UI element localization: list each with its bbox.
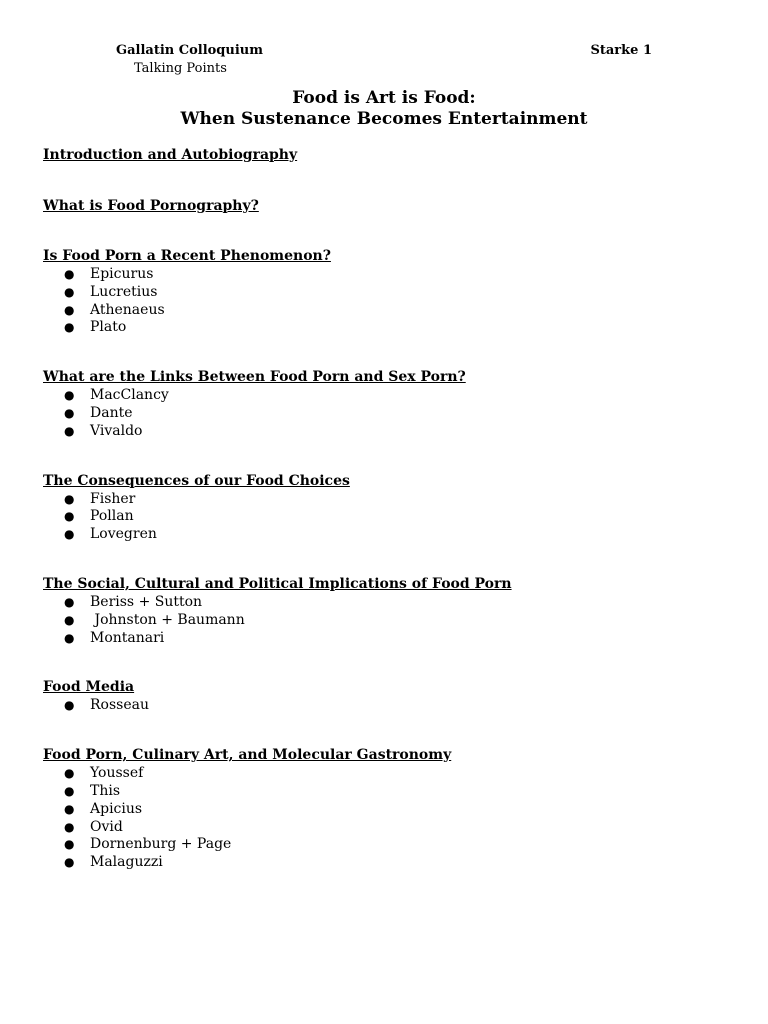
- list-item: ● Lucretius: [64, 283, 158, 300]
- bullet-icon: ●: [64, 388, 75, 403]
- list-item: ● Ovid: [64, 818, 123, 835]
- list-item: ● Epicurus: [64, 266, 154, 282]
- section-heading: The Social, Cultural and Political Implications of Food Porn: [43, 575, 512, 592]
- bullet-icon: ●: [64, 594, 75, 609]
- bullet-icon: ●: [64, 766, 75, 781]
- bullet-icon: ●: [64, 267, 75, 281]
- bullet-icon: ●: [64, 491, 75, 506]
- document-title-line-1: Food is Art is Food:: [292, 88, 476, 108]
- bullet-list: [43, 594, 733, 647]
- list-item: ● Youssef: [64, 765, 144, 782]
- course-title: Gallatin Colloquium: [116, 43, 263, 58]
- list-item: ● Fisher: [64, 490, 136, 507]
- list-item: ● Johnston + Baumann: [64, 611, 245, 628]
- section-heading: Is Food Porn a Recent Phenomenon?: [43, 248, 331, 264]
- bullet-list: [43, 491, 733, 544]
- list-item: ● Dornenburg + Page: [64, 836, 232, 853]
- list-item: ● Athenaeus: [64, 301, 165, 318]
- bullet-icon: ●: [64, 855, 75, 870]
- section-food-pornography: [43, 196, 733, 216]
- list-item: ● Rosseau: [64, 697, 149, 714]
- bullet-icon: ●: [64, 837, 75, 852]
- bullet-icon: ●: [64, 698, 75, 713]
- list-item: ● Beriss + Sutton: [64, 593, 203, 610]
- list-item: ● This: [64, 782, 121, 799]
- talking-points: [43, 145, 733, 872]
- bullet-icon: ●: [64, 284, 75, 299]
- list-item: ● Pollan: [64, 508, 134, 525]
- bullet-icon: ●: [64, 819, 75, 834]
- bullet-icon: ●: [64, 801, 75, 816]
- bullet-icon: ●: [64, 527, 75, 542]
- list-item: ● Apicius: [64, 800, 143, 817]
- bullet-icon: ●: [64, 630, 75, 645]
- section-consequences: [43, 471, 733, 544]
- section-heading: What are the Links Between Food Porn and Sex Porn?: [43, 369, 466, 386]
- list-item: ● Malaguzzi: [64, 854, 163, 871]
- bullet-icon: ●: [64, 423, 75, 438]
- section-molecular-gastronomy: [43, 745, 733, 872]
- list-item: ● MacClancy: [64, 387, 169, 404]
- page-label: Starke 1: [590, 43, 652, 58]
- bullet-icon: ●: [64, 320, 75, 335]
- section-food-media: [43, 677, 733, 715]
- bullet-icon: ●: [64, 612, 75, 627]
- list-item: ● Lovegren: [64, 526, 157, 543]
- list-item: ● Plato: [64, 319, 127, 336]
- bullet-list: [43, 765, 733, 872]
- bullet-icon: ●: [64, 509, 75, 524]
- list-item: ● Vivaldo: [64, 422, 143, 439]
- section-heading: What is Food Pornography?: [43, 198, 259, 214]
- section-heading: Food Media: [43, 679, 135, 696]
- section-heading: The Consequences of our Food Choices: [43, 472, 350, 489]
- section-heading: Introduction and Autobiography: [43, 147, 298, 163]
- section-heading: Food Porn, Culinary Art, and Molecular Gastronomy: [43, 747, 452, 764]
- document-title-line-2: When Sustenance Becomes Entertainment: [180, 109, 588, 129]
- section-links-sex-porn: [43, 367, 733, 440]
- list-item: ● Montanari: [64, 629, 165, 646]
- list-item: ● Dante: [64, 404, 133, 421]
- bullet-icon: ●: [64, 405, 75, 420]
- section-introduction: [43, 145, 733, 165]
- bullet-list: [43, 266, 733, 337]
- section-implications: [43, 574, 733, 647]
- bullet-icon: ●: [64, 302, 75, 317]
- bullet-list: [43, 697, 733, 715]
- bullet-list: [43, 387, 733, 440]
- section-recent-phenomenon: [43, 246, 733, 337]
- course-subtitle: Talking Points: [134, 61, 227, 76]
- bullet-icon: ●: [64, 783, 75, 798]
